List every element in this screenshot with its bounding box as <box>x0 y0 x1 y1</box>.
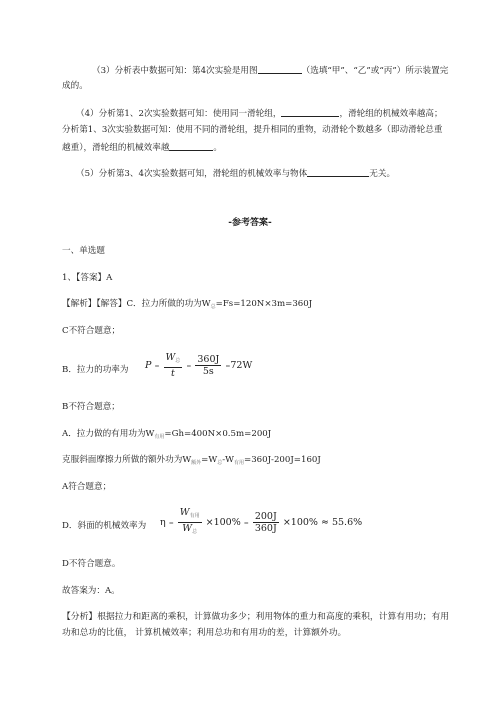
extra-eq: =W <box>201 455 218 465</box>
q4-l3-text-pre: 越重），滑轮组的机械效率越 <box>62 143 170 153</box>
eta-symbol: η <box>160 517 166 528</box>
eq-sign-5: = <box>243 520 249 527</box>
q4-line2: 分析第1、3次实验数据可知：使用不同的滑轮组，提升相同的重物，动滑轮个数越多（即动滑轮总重 <box>62 125 443 135</box>
eq-sign: = <box>154 363 160 370</box>
a-useful-work-line <box>62 428 500 443</box>
eq-sign-3: = <box>225 363 231 370</box>
q5-text-post: 无关。 <box>369 169 396 179</box>
d-not-match: D不符合题意。 <box>62 559 121 569</box>
q1-answer: 1、【答案】A <box>62 273 113 283</box>
fenxi-line1: 【分析】根据拉力和距离的乘积，计算做功多少；利用物体的重力和高度的乘积，计算有用功；有用 <box>62 612 450 622</box>
w-over-t-fraction <box>164 352 183 379</box>
d-label: D．斜面的机械效率为 <box>62 521 147 531</box>
q3-text-pre: （3）分析表中数据可知：第4次实验是用图 <box>92 66 258 76</box>
times-100-1: ×100% <box>205 517 241 528</box>
w-extra-sub: 额外 <box>191 460 202 466</box>
w-symbol: W <box>165 352 176 363</box>
w-useful-sub-2: 有用 <box>233 460 244 466</box>
extra-minus: -W <box>222 455 234 465</box>
w-total-sub: 总 <box>210 304 216 310</box>
power-numerator: 360J <box>197 354 220 365</box>
q4-blank-2[interactable] <box>169 141 213 151</box>
jiexi-c-calc: =Fs=120N×3m=360J <box>215 299 313 309</box>
efficiency-value-fraction <box>253 511 279 534</box>
extra-work-line <box>62 454 500 469</box>
q5-text-pre: （5）分析第3、4次实验数据可知，滑轮组的机械效率与物体 <box>76 169 308 179</box>
q3-line2: 成的。 <box>62 81 88 91</box>
q3-line1 <box>92 64 500 77</box>
extra-calc: =360J-200J=160J <box>244 455 321 465</box>
q4-text-post: ，滑轮组的机械效率越高； <box>339 109 443 119</box>
q4-l3-text-post: 。 <box>213 143 223 153</box>
q4-line1 <box>76 107 500 120</box>
jiexi-c-line <box>62 298 500 313</box>
section-heading: 一、单选题 <box>62 246 105 256</box>
w-total-sub-2: 总 <box>217 460 223 466</box>
a-useful-calc: =Gh=400N×0.5m=200J <box>164 429 272 439</box>
efficiency-formula <box>160 507 362 538</box>
w-num-symbol: W <box>179 507 190 518</box>
t-symbol: t <box>170 368 175 379</box>
approx-sign: ≈ <box>320 517 329 528</box>
a-useful-text: A．拉力做的有用功为W <box>62 429 155 439</box>
eq-sign-2: = <box>186 363 192 370</box>
w-useful-sub: 有用 <box>154 434 165 440</box>
q4-blank-1[interactable] <box>281 107 339 117</box>
ref-answer-title: -参考答案- <box>228 218 272 228</box>
a-match: A符合题意； <box>62 482 112 492</box>
jiexi-c-text: 【解析】【解答】C．拉力所做的功为W <box>62 299 211 309</box>
q5-blank[interactable] <box>307 167 369 177</box>
q4-line3 <box>62 141 500 154</box>
b-label: B．拉力的功率为 <box>62 365 129 375</box>
power-result: 72W <box>230 360 253 371</box>
power-formula <box>145 352 252 379</box>
w-den-symbol: W <box>182 523 193 534</box>
w-ratio-fraction <box>178 507 202 538</box>
efficiency-result: 55.6% <box>331 517 363 528</box>
q5-line <box>76 167 500 180</box>
q3-blank[interactable] <box>258 64 302 74</box>
b-not-match: B不符合题意； <box>62 402 120 412</box>
eff-numerator: 200J <box>254 511 277 522</box>
extra-text: 克服斜面摩擦力所做的额外功为W <box>62 455 192 465</box>
q4-text-pre: （4）分析第1、2次实验数据可知：使用同一滑轮组， <box>76 109 282 119</box>
w-den-sub: 总 <box>192 529 198 535</box>
power-symbol: P <box>145 360 152 371</box>
q3-text-post: （选填“甲”、“乙”或“丙”）所示装置完 <box>301 66 449 76</box>
final-answer: 故答案为：A。 <box>62 586 120 596</box>
power-value-fraction <box>195 354 221 377</box>
times-100-2: ×100% <box>282 517 318 528</box>
power-denominator: 5s <box>202 366 214 377</box>
fenxi-line2: 功和总功的比值， 计算机械效率；利用总功和有用功的差，计算额外功。 <box>62 628 347 638</box>
eq-sign-4: = <box>168 520 174 527</box>
w-sub: 总 <box>175 358 181 364</box>
eff-denominator: 360J <box>254 523 277 534</box>
c-not-match: C不符合题意； <box>62 326 121 336</box>
w-num-sub: 有用 <box>189 513 200 519</box>
